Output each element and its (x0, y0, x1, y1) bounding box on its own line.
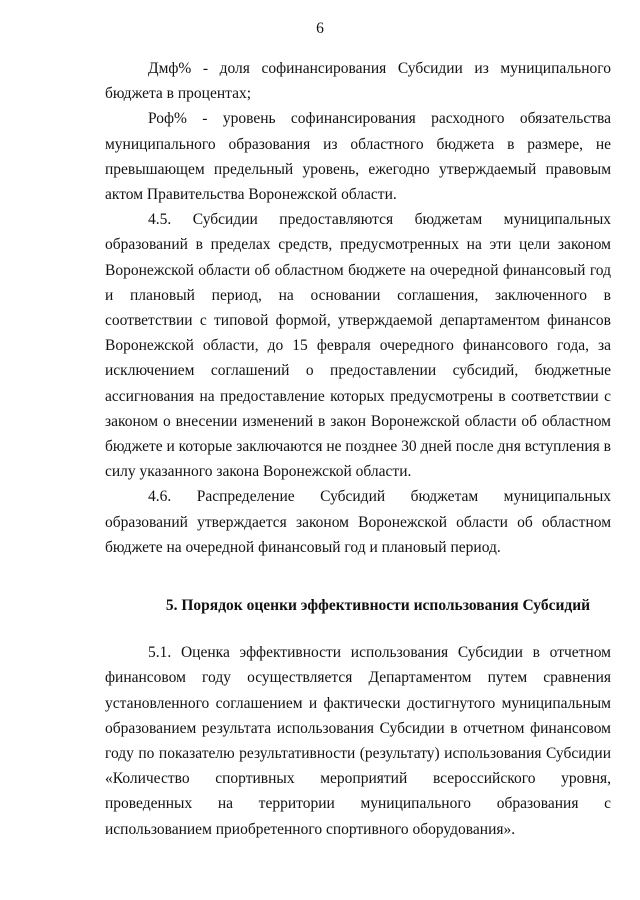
page-number: 6 (316, 20, 324, 37)
paragraph-5-1: 5.1. Оценка эффективности использования Субсидии в отчетном финансовом году осуществляется Департаментом путем сравнения установленного соглашением и фактически достигнутого муниципальным образованием результата использования Субсидии в отчетном финансовом году по показателю результативности (результату) использования Субсидии «Количество спортивных мероприятий всероссийского уровня, проведенных на территории муниципального образования с использованием приобретенного спортивного оборудования». (105, 644, 611, 838)
document-body (105, 56, 611, 842)
paragraph-4-5: 4.5. Субсидии предоставляются бюджетам муниципальных образований в пределах средств, предусмотренных на эти цели законом Воронежской области об областном бюджете на очередной финансовый год и плановый период, на основании соглашения, заключенного в соответствии с типовой формой, утверждаемой департаментом финансов Воронежской области, до 15 февраля очередного финансового года, за исключением соглашений о предоставлении субсидий, бюджетные ассигнования на предоставление которых предусмотрены в соответствии с законом о внесении изменений в закон Воронежской области об областном бюджете и которые заключаются не позднее 30 дней после дня вступления в силу указанного закона Воронежской области. (105, 211, 611, 481)
paragraph-dmf: Дмф% - доля софинансирования Субсидии из муниципального бюджета в процентах; (105, 60, 611, 103)
section-heading: 5. Порядок оценки эффективности использования Субсидий (165, 597, 591, 615)
paragraph-rof: Роф% - уровень софинансирования расходного обязательства муниципального образования из областного бюджета в размере, не превышающем предельный уровень, ежегодно утверждаемый правовым актом Правительства Воронежской области. (105, 110, 611, 204)
paragraph-4-6: 4.6. Распределение Субсидий бюджетам муниципальных образований утверждается законом Воронежской области об областном бюджете на очередной финансовый год и плановый период. (105, 488, 611, 556)
